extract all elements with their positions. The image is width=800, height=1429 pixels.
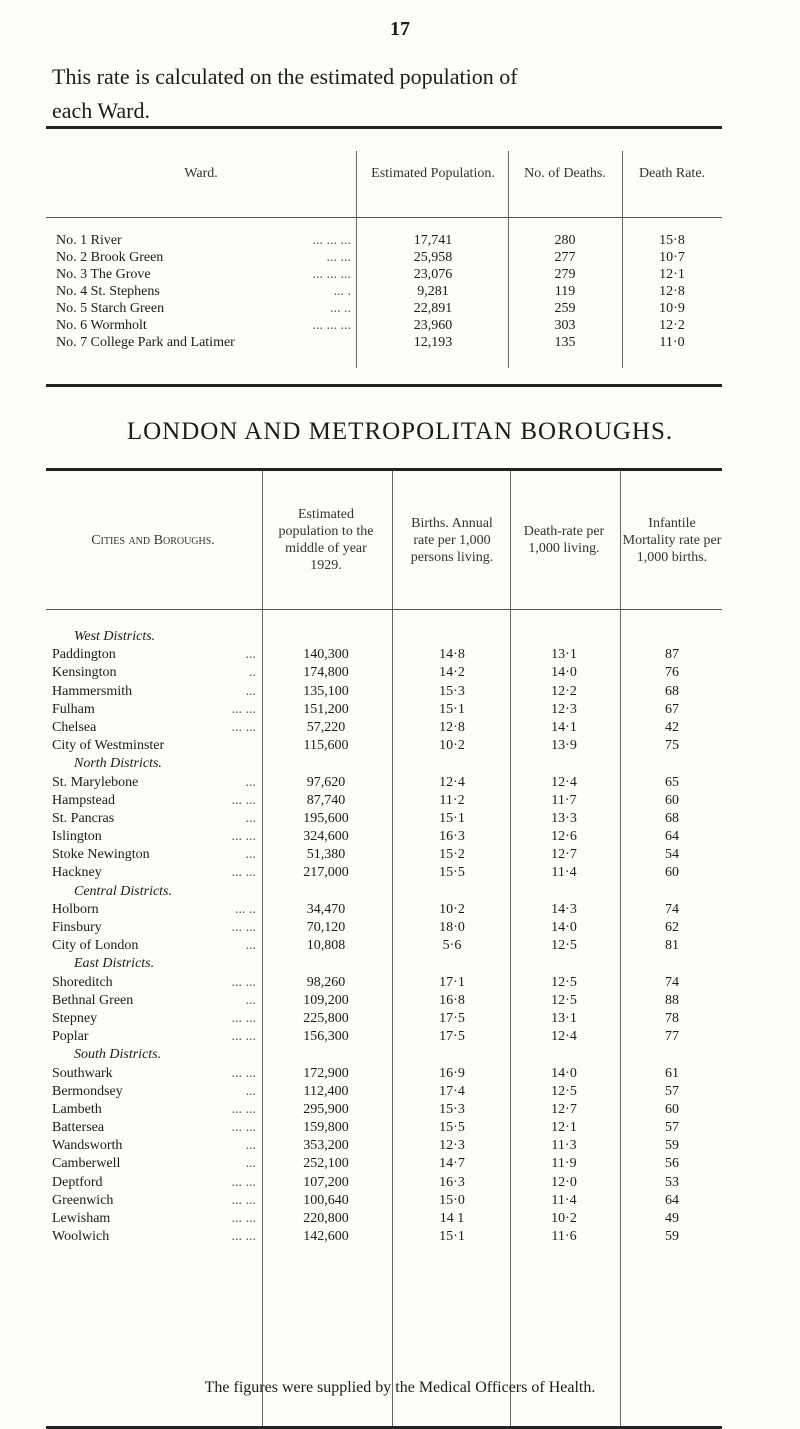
- ward-name: No. 6 Wormholt: [56, 318, 147, 333]
- ward-death-rate: 15·8: [659, 233, 685, 248]
- ward-row: [46, 300, 722, 317]
- borough-population: 324,600: [303, 829, 349, 845]
- borough-population: 140,300: [303, 647, 349, 663]
- leader-dots: ... ...: [231, 1120, 256, 1136]
- section-heading-row: [46, 1046, 722, 1064]
- leader-dots: ... ... ...: [312, 233, 351, 248]
- leader-dots: ... ...: [231, 1029, 256, 1045]
- borough-population: 112,400: [303, 1083, 349, 1099]
- leader-dots: ...: [245, 992, 256, 1008]
- header-death-rate-per-1000: Death-rate per 1,000 living.: [523, 524, 605, 556]
- borough-row: [46, 701, 722, 719]
- borough-row: [46, 774, 722, 792]
- borough-name: Finsbury: [52, 920, 102, 935]
- borough-row: [46, 719, 722, 737]
- borough-death-rate: 12·7: [551, 1101, 577, 1117]
- borough-population: 97,620: [306, 774, 346, 790]
- borough-population: 51,380: [306, 847, 346, 863]
- borough-birth-rate: 18·0: [439, 920, 465, 935]
- leader-dots: ...: [245, 938, 256, 954]
- borough-row: [46, 846, 722, 864]
- borough-row: [46, 937, 722, 955]
- borough-birth-rate: 12·8: [439, 719, 465, 735]
- borough-row: [46, 1192, 722, 1210]
- borough-infant-mortality: 59: [665, 1229, 679, 1245]
- borough-name: St. Marylebone: [52, 774, 139, 790]
- leader-dots: ... ...: [231, 1229, 256, 1245]
- ward-deaths: 135: [554, 335, 576, 350]
- borough-row: [46, 974, 722, 992]
- header-infantile-mortality: Infantile Mortality rate per 1,000 births.: [622, 515, 722, 565]
- borough-birth-rate: 15·2: [439, 847, 465, 863]
- ward-table-body: [46, 218, 722, 384]
- borough-birth-rate: 15·1: [439, 810, 465, 826]
- borough-name: Lewisham: [52, 1211, 111, 1226]
- borough-row: [46, 1228, 722, 1246]
- borough-birth-rate: 15·5: [439, 865, 465, 881]
- borough-population: 115,600: [303, 738, 349, 754]
- borough-infant-mortality: 74: [665, 901, 679, 917]
- borough-row: [46, 792, 722, 810]
- leader-dots: ... ...: [231, 865, 256, 881]
- borough-name: Woolwich: [52, 1229, 110, 1245]
- ward-death-rate: 10·9: [659, 301, 685, 316]
- leader-dots: ...: [245, 810, 256, 826]
- borough-infant-mortality: 64: [665, 1192, 679, 1208]
- borough-infant-mortality: 78: [665, 1010, 679, 1026]
- ward-row: [46, 266, 722, 283]
- borough-death-rate: 12·3: [551, 701, 577, 717]
- borough-death-rate: 10·2: [551, 1211, 577, 1226]
- borough-birth-rate: 10·2: [439, 901, 465, 917]
- borough-death-rate: 12·5: [551, 938, 577, 954]
- borough-infant-mortality: 88: [665, 992, 679, 1008]
- borough-birth-rate: 16·3: [439, 1174, 465, 1190]
- borough-death-rate: 11·6: [551, 1229, 577, 1245]
- borough-death-rate: 12·6: [551, 829, 577, 845]
- ward-population: 9,281: [417, 284, 449, 299]
- borough-population: 217,000: [303, 865, 349, 881]
- borough-death-rate: 11·4: [551, 1192, 577, 1208]
- section-heading-row: [46, 883, 722, 901]
- leader-dots: ...: [245, 647, 256, 663]
- page-number: 17: [390, 18, 410, 40]
- borough-death-rate: 12·1: [551, 1120, 577, 1136]
- borough-row: [46, 810, 722, 828]
- borough-population: 34,470: [306, 901, 346, 917]
- borough-infant-mortality: 59: [665, 1138, 679, 1154]
- borough-birth-rate: 16·3: [439, 829, 465, 845]
- borough-row: [46, 1101, 722, 1119]
- boroughs-table-header: [46, 471, 722, 609]
- borough-population: 172,900: [303, 1065, 349, 1081]
- borough-infant-mortality: 64: [665, 829, 679, 845]
- ward-name: No. 2 Brook Green: [56, 250, 164, 265]
- ward-death-rate: 10·7: [659, 250, 685, 265]
- borough-death-rate: 11·4: [551, 865, 577, 881]
- borough-name: Deptford: [52, 1174, 103, 1190]
- ward-deaths: 280: [554, 233, 576, 248]
- borough-death-rate: 12·2: [551, 683, 577, 699]
- borough-death-rate: 13·3: [551, 810, 577, 826]
- borough-birth-rate: 15·1: [439, 1229, 465, 1245]
- leader-dots: ...: [245, 683, 256, 699]
- borough-row: [46, 828, 722, 846]
- leader-dots: ... ...: [231, 1010, 256, 1026]
- borough-infant-mortality: 60: [665, 792, 679, 808]
- ward-death-rate: 12·1: [659, 267, 685, 282]
- borough-row: [46, 901, 722, 919]
- leader-dots: ... ... ...: [312, 318, 351, 333]
- borough-death-rate: 12·4: [551, 1029, 577, 1045]
- borough-population: 156,300: [303, 1029, 349, 1045]
- borough-infant-mortality: 67: [665, 701, 679, 717]
- ward-population: 23,960: [413, 318, 453, 333]
- section-heading: Central Districts.: [74, 883, 173, 899]
- intro-line-1: This rate is calculated on the estimated population of: [52, 64, 518, 89]
- borough-death-rate: 12·0: [551, 1174, 577, 1190]
- borough-name: Southwark: [52, 1065, 113, 1081]
- leader-dots: ... ...: [326, 250, 351, 265]
- borough-population: 107,200: [303, 1174, 349, 1190]
- borough-birth-rate: 14·2: [439, 665, 465, 681]
- section-heading: North Districts.: [74, 756, 162, 772]
- borough-birth-rate: 17·4: [439, 1083, 465, 1099]
- borough-birth-rate: 17·1: [439, 974, 465, 990]
- borough-name: Hackney: [52, 865, 102, 881]
- ward-name: No. 4 St. Stephens: [56, 284, 160, 299]
- leader-dots: ... ..: [235, 901, 256, 917]
- borough-row: [46, 1083, 722, 1101]
- borough-population: 295,900: [303, 1101, 349, 1117]
- borough-row: [46, 1155, 722, 1173]
- borough-death-rate: 14·3: [551, 901, 577, 917]
- leader-dots: ...: [245, 847, 256, 863]
- borough-death-rate: 11·7: [551, 792, 577, 808]
- ward-table: [46, 126, 722, 387]
- borough-name: Wandsworth: [52, 1138, 123, 1154]
- borough-name: Kensington: [52, 665, 117, 681]
- borough-population: 70,120: [306, 920, 346, 935]
- borough-birth-rate: 15·3: [439, 1101, 465, 1117]
- borough-population: 225,800: [303, 1010, 349, 1026]
- section-heading: West Districts.: [74, 629, 156, 644]
- leader-dots: ... ...: [231, 920, 256, 935]
- leader-dots: ...: [245, 1083, 256, 1099]
- boroughs-table: [46, 468, 722, 1429]
- borough-population: 57,220: [306, 719, 346, 735]
- header-death-rate: Death Rate.: [638, 165, 706, 181]
- ward-row: [46, 317, 722, 334]
- ward-deaths: 259: [554, 301, 576, 316]
- header-estimated-population: Estimated Population.: [371, 165, 495, 181]
- borough-row: [46, 919, 722, 937]
- borough-name: Bethnal Green: [52, 992, 134, 1008]
- borough-row: [46, 1010, 722, 1028]
- borough-row: [46, 1028, 722, 1046]
- borough-population: 151,200: [303, 701, 349, 717]
- section-heading-row: [46, 955, 722, 973]
- borough-population: 252,100: [303, 1156, 349, 1172]
- ward-name: No. 3 The Grove: [56, 267, 151, 282]
- london-boroughs-title: LONDON AND METROPOLITAN BOROUGHS.: [126, 418, 674, 445]
- borough-infant-mortality: 65: [665, 774, 679, 790]
- borough-birth-rate: 10·2: [439, 738, 465, 754]
- borough-name: Battersea: [52, 1120, 105, 1136]
- borough-death-rate: 13·9: [551, 738, 577, 754]
- borough-name: Islington: [52, 829, 102, 845]
- borough-infant-mortality: 61: [665, 1065, 679, 1081]
- borough-row: [46, 1119, 722, 1137]
- borough-death-rate: 14·0: [551, 665, 577, 681]
- borough-birth-rate: 17·5: [439, 1010, 465, 1026]
- leader-dots: ... ...: [231, 1101, 256, 1117]
- header-cities-and-boroughs: Cities and Boroughs.: [91, 532, 215, 548]
- ward-deaths: 277: [554, 250, 576, 265]
- borough-population: 87,740: [306, 792, 346, 808]
- borough-name: Bermondsey: [52, 1083, 123, 1099]
- ward-deaths: 279: [554, 267, 576, 282]
- ward-population: 17,741: [413, 233, 453, 248]
- borough-name: Hampstead: [52, 792, 115, 808]
- ward-population: 22,891: [413, 301, 453, 316]
- borough-population: 100,640: [303, 1192, 349, 1208]
- borough-name: City of London: [52, 938, 139, 954]
- ward-death-rate: 12·8: [659, 284, 685, 299]
- leader-dots: ... ...: [231, 1065, 256, 1081]
- borough-birth-rate: 16·9: [439, 1065, 465, 1081]
- borough-birth-rate: 17·5: [439, 1029, 465, 1045]
- borough-name: Poplar: [52, 1029, 89, 1045]
- borough-population: 159,800: [303, 1120, 349, 1136]
- borough-name: City of Westminster: [52, 738, 165, 754]
- borough-birth-rate: 14·7: [439, 1156, 465, 1172]
- leader-dots: ... ...: [231, 701, 256, 717]
- borough-infant-mortality: 68: [665, 683, 679, 699]
- borough-population: 135,100: [303, 683, 349, 699]
- borough-row: [46, 646, 722, 664]
- borough-name: Paddington: [52, 647, 116, 663]
- borough-infant-mortality: 42: [665, 719, 679, 735]
- ward-death-rate: 11·0: [659, 335, 685, 350]
- borough-name: Fulham: [52, 701, 95, 717]
- borough-death-rate: 14·0: [551, 1065, 577, 1081]
- borough-birth-rate: 14 1: [439, 1211, 465, 1226]
- borough-birth-rate: 15·3: [439, 683, 465, 699]
- ward-row: [46, 283, 722, 300]
- header-ward: Ward.: [184, 165, 218, 181]
- ward-name: No. 5 Starch Green: [56, 301, 165, 316]
- borough-infant-mortality: 57: [665, 1120, 679, 1136]
- header-births-rate: Births. Annual rate per 1,000 persons living.: [410, 515, 494, 565]
- borough-population: 142,600: [303, 1229, 349, 1245]
- ward-deaths: 119: [554, 284, 576, 299]
- borough-population: 10,808: [306, 938, 346, 954]
- leader-dots: ... ...: [231, 719, 256, 735]
- borough-population: 195,600: [303, 810, 349, 826]
- ward-table-header: [46, 129, 722, 217]
- borough-infant-mortality: 77: [665, 1029, 679, 1045]
- intro-paragraph: [52, 60, 742, 128]
- borough-death-rate: 14·0: [551, 920, 577, 935]
- borough-row: [46, 737, 722, 755]
- borough-name: Camberwell: [52, 1156, 121, 1172]
- borough-infant-mortality: 60: [665, 1101, 679, 1117]
- borough-death-rate: 12·7: [551, 847, 577, 863]
- leader-dots: ... .: [333, 284, 351, 299]
- borough-birth-rate: 5·6: [442, 938, 462, 954]
- borough-name: Shoreditch: [52, 974, 113, 990]
- leader-dots: ... ..: [330, 301, 351, 316]
- ward-population: 25,958: [413, 250, 453, 265]
- borough-infant-mortality: 60: [665, 865, 679, 881]
- ward-row: [46, 249, 722, 266]
- header-no-of-deaths: No. of Deaths.: [524, 165, 606, 181]
- borough-infant-mortality: 49: [665, 1211, 679, 1226]
- borough-death-rate: 14·1: [551, 719, 577, 735]
- borough-birth-rate: 12·4: [439, 774, 465, 790]
- borough-row: [46, 864, 722, 882]
- leader-dots: ... ...: [231, 1174, 256, 1190]
- section-heading-row: [46, 628, 722, 646]
- borough-infant-mortality: 56: [665, 1156, 679, 1172]
- borough-death-rate: 12·5: [551, 974, 577, 990]
- leader-dots: ... ... ...: [312, 267, 351, 282]
- borough-name: Lambeth: [52, 1101, 102, 1117]
- borough-population: 98,260: [306, 974, 346, 990]
- borough-death-rate: 12·5: [551, 992, 577, 1008]
- borough-population: 220,800: [303, 1211, 349, 1226]
- borough-population: 109,200: [303, 992, 349, 1008]
- borough-row: [46, 1210, 722, 1228]
- borough-infant-mortality: 81: [665, 938, 679, 954]
- borough-row: [46, 1137, 722, 1155]
- borough-name: Chelsea: [52, 719, 97, 735]
- borough-birth-rate: 16·8: [439, 992, 465, 1008]
- intro-line-2: each Ward.: [52, 98, 150, 123]
- borough-name: Hammersmith: [52, 683, 133, 699]
- borough-infant-mortality: 57: [665, 1083, 679, 1099]
- borough-death-rate: 13·1: [551, 647, 577, 663]
- borough-row: [46, 1065, 722, 1083]
- ward-death-rate: 12·2: [659, 318, 685, 333]
- leader-dots: ...: [245, 1138, 256, 1154]
- borough-row: [46, 664, 722, 682]
- borough-row: [46, 1174, 722, 1192]
- ward-population: 23,076: [413, 267, 453, 282]
- section-heading: South Districts.: [74, 1047, 162, 1063]
- borough-death-rate: 11·3: [551, 1138, 577, 1154]
- ward-row: [46, 232, 722, 249]
- borough-birth-rate: 14·8: [439, 647, 465, 663]
- borough-infant-mortality: 87: [665, 647, 679, 663]
- borough-population: 353,200: [303, 1138, 349, 1154]
- leader-dots: ... ...: [231, 1192, 256, 1208]
- footer-note: The figures were supplied by the Medical Officers of Health.: [204, 1379, 596, 1396]
- borough-birth-rate: 12·3: [439, 1138, 465, 1154]
- borough-infant-mortality: 76: [665, 665, 679, 681]
- leader-dots: ... ...: [231, 829, 256, 845]
- section-heading-row: [46, 755, 722, 773]
- borough-name: St. Pancras: [52, 810, 115, 826]
- leader-dots: ...: [245, 774, 256, 790]
- leader-dots: ..: [249, 665, 256, 681]
- borough-birth-rate: 15·0: [439, 1192, 465, 1208]
- borough-infant-mortality: 68: [665, 810, 679, 826]
- header-estimated-population-1929: Estimated population to the middle of year 1929.: [278, 507, 374, 573]
- leader-dots: ...: [245, 1156, 256, 1172]
- borough-birth-rate: 11·2: [439, 792, 465, 808]
- leader-dots: ... ...: [231, 974, 256, 990]
- borough-name: Greenwich: [52, 1192, 114, 1208]
- ward-population: 12,193: [413, 335, 453, 350]
- borough-death-rate: 12·5: [551, 1083, 577, 1099]
- borough-name: Stepney: [52, 1010, 98, 1026]
- borough-name: Holborn: [52, 901, 99, 917]
- borough-birth-rate: 15·1: [439, 701, 465, 717]
- borough-row: [46, 992, 722, 1010]
- ward-name: No. 7 College Park and Latimer: [56, 335, 235, 350]
- borough-death-rate: 13·1: [551, 1010, 577, 1026]
- borough-infant-mortality: 74: [665, 974, 679, 990]
- borough-population: 174,800: [303, 665, 349, 681]
- ward-deaths: 303: [554, 318, 576, 333]
- borough-infant-mortality: 62: [665, 920, 679, 935]
- leader-dots: ... ...: [231, 1211, 256, 1226]
- borough-row: [46, 683, 722, 701]
- borough-infant-mortality: 75: [665, 738, 679, 754]
- borough-infant-mortality: 53: [665, 1174, 679, 1190]
- leader-dots: ... ...: [231, 792, 256, 808]
- borough-infant-mortality: 54: [665, 847, 679, 863]
- borough-death-rate: 11·9: [551, 1156, 577, 1172]
- borough-name: Stoke Newington: [52, 847, 150, 863]
- section-heading: East Districts.: [74, 956, 155, 972]
- ward-name: No. 1 River: [56, 233, 122, 248]
- boroughs-table-body: [46, 610, 722, 1426]
- borough-birth-rate: 15·5: [439, 1120, 465, 1136]
- ward-row: [46, 334, 722, 351]
- borough-death-rate: 12·4: [551, 774, 577, 790]
